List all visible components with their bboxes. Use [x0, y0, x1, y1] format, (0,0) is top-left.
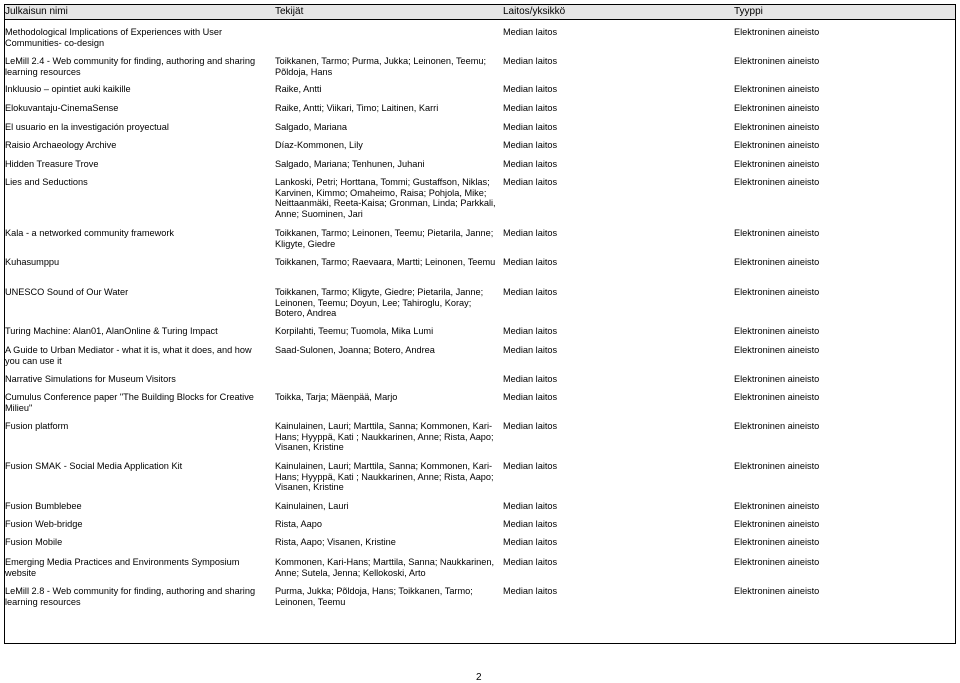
row-title: A Guide to Urban Mediator - what it is, what it does, and how you can use it: [5, 345, 252, 366]
row-type: Elektroninen aineisto: [734, 326, 820, 336]
table-header: [5, 5, 955, 20]
row-title: Turing Machine: Alan01, AlanOnline & Turing Impact: [5, 326, 218, 336]
row-title: Kala - a networked community framework: [5, 228, 175, 238]
row-unit: Median laitos: [503, 140, 558, 150]
row-type: Elektroninen aineisto: [734, 392, 820, 402]
row-authors: Kainulainen, Lauri: [275, 501, 349, 511]
row-title: Fusion platform: [5, 421, 69, 431]
row-title: LeMill 2.4 - Web community for finding, authoring and sharing learning resources: [5, 56, 256, 77]
row-authors: Rista, Aapo; Visanen, Kristine: [275, 537, 396, 547]
row-authors: Toikkanen, Tarmo; Leinonen, Teemu; Pietarila, Janne; Kligyte, Giedre: [275, 228, 494, 249]
header-authors: Tekijät: [275, 6, 304, 17]
row-type: Elektroninen aineisto: [734, 374, 820, 384]
row-title: Fusion Bumblebee: [5, 501, 82, 511]
row-title: Raisio Archaeology Archive: [5, 140, 117, 150]
row-authors: Kainulainen, Lauri; Marttila, Sanna; Kommonen, Kari-Hans; Hyyppä, Kati ; Naukkarinen, Anne; Rista, Aapo; Visanen, Kristine: [275, 461, 494, 493]
row-authors: Raike, Antti; Viikari, Timo; Laitinen, Karri: [275, 103, 439, 113]
row-type: Elektroninen aineisto: [734, 519, 820, 529]
row-type: Elektroninen aineisto: [734, 557, 820, 567]
row-type: Elektroninen aineisto: [734, 345, 820, 355]
row-authors: Kommonen, Kari-Hans; Marttila, Sanna; Naukkarinen, Anne; Sutela, Jenna; Kellokoski, Arto: [275, 557, 495, 578]
row-unit: Median laitos: [503, 461, 558, 471]
row-title: Methodological Implications of Experiences with User Communities- co-design: [5, 27, 223, 48]
row-type: Elektroninen aineisto: [734, 122, 820, 132]
row-title: Inkluusio – opintiet auki kaikille: [5, 84, 131, 94]
row-type: Elektroninen aineisto: [734, 501, 820, 511]
row-title: Emerging Media Practices and Environments Symposium website: [5, 557, 240, 578]
row-unit: Median laitos: [503, 421, 558, 431]
row-type: Elektroninen aineisto: [734, 159, 820, 169]
row-authors: Salgado, Mariana; Tenhunen, Juhani: [275, 159, 425, 169]
row-type: Elektroninen aineisto: [734, 177, 820, 187]
row-unit: Median laitos: [503, 345, 558, 355]
row-type: Elektroninen aineisto: [734, 537, 820, 547]
row-type: Elektroninen aineisto: [734, 103, 820, 113]
row-authors: Korpilahti, Teemu; Tuomola, Mika Lumi: [275, 326, 434, 336]
page-number: 2: [476, 672, 482, 683]
row-type: Elektroninen aineisto: [734, 140, 820, 150]
row-unit: Median laitos: [503, 84, 558, 94]
row-authors: Rista, Aapo: [275, 519, 322, 529]
row-title: Cumulus Conference paper "The Building Blocks for Creative Milieu": [5, 392, 254, 413]
row-unit: Median laitos: [503, 392, 558, 402]
publications-table: [4, 4, 956, 644]
row-type: Elektroninen aineisto: [734, 287, 820, 297]
row-type: Elektroninen aineisto: [734, 586, 820, 596]
row-title: Fusion Web-bridge: [5, 519, 83, 529]
row-title: Elokuvantaju-CinemaSense: [5, 103, 119, 113]
row-unit: Median laitos: [503, 519, 558, 529]
row-authors: Raike, Antti: [275, 84, 322, 94]
row-authors: Toikkanen, Tarmo; Purma, Jukka; Leinonen, Teemu; Põldoja, Hans: [275, 56, 487, 77]
row-type: Elektroninen aineisto: [734, 257, 820, 267]
row-unit: Median laitos: [503, 159, 558, 169]
row-type: Elektroninen aineisto: [734, 228, 820, 238]
row-unit: Median laitos: [503, 557, 558, 567]
row-title: Narrative Simulations for Museum Visitors: [5, 374, 176, 384]
row-type: Elektroninen aineisto: [734, 27, 820, 37]
row-authors: Toikka, Tarja; Mäenpää, Marjo: [275, 392, 398, 402]
row-unit: Median laitos: [503, 177, 558, 187]
row-type: Elektroninen aineisto: [734, 421, 820, 431]
row-unit: Median laitos: [503, 537, 558, 547]
row-title: El usuario en la investigación proyectual: [5, 122, 169, 132]
row-authors: Toikkanen, Tarmo; Raevaara, Martti; Leinonen, Teemu: [275, 257, 496, 267]
row-unit: Median laitos: [503, 374, 558, 384]
row-unit: Median laitos: [503, 56, 558, 66]
header-unit: Laitos/yksikkö: [503, 6, 566, 17]
row-authors: Saad-Sulonen, Joanna; Botero, Andrea: [275, 345, 435, 355]
row-authors: Lankoski, Petri; Horttana, Tommi; Gustaffson, Niklas; Karvinen, Kimmo; Omaheimo, Raisa; Pohjola, Mike; Neittaanmäki, Reeta-Kaisa; Gronman, Linda; Parkkali, Anne; Suominen, Jari: [275, 177, 496, 219]
row-unit: Median laitos: [503, 326, 558, 336]
header-title: Julkaisun nimi: [5, 6, 68, 17]
row-authors: Díaz-Kommonen, Lily: [275, 140, 363, 150]
row-type: Elektroninen aineisto: [734, 461, 820, 471]
row-authors: Salgado, Mariana: [275, 122, 348, 132]
row-unit: Median laitos: [503, 122, 558, 132]
row-unit: Median laitos: [503, 501, 558, 511]
row-unit: Median laitos: [503, 586, 558, 596]
row-unit: Median laitos: [503, 103, 558, 113]
row-authors: Purma, Jukka; Põldoja, Hans; Toikkanen, Tarmo; Leinonen, Teemu: [275, 586, 473, 607]
row-unit: Median laitos: [503, 257, 558, 267]
row-title: Lies and Seductions: [5, 177, 88, 187]
row-title: LeMill 2.8 - Web community for finding, authoring and sharing learning resources: [5, 586, 256, 607]
row-unit: Median laitos: [503, 228, 558, 238]
row-title: Fusion SMAK - Social Media Application Kit: [5, 461, 183, 471]
row-type: Elektroninen aineisto: [734, 84, 820, 94]
row-unit: Median laitos: [503, 287, 558, 297]
row-unit: Median laitos: [503, 27, 558, 37]
row-title: Kuhasumppu: [5, 257, 60, 267]
header-type: Tyyppi: [734, 6, 763, 17]
row-title: Fusion Mobile: [5, 537, 63, 547]
row-authors: Kainulainen, Lauri; Marttila, Sanna; Kommonen, Kari-Hans; Hyyppä, Kati ; Naukkarinen, Anne; Rista, Aapo; Visanen, Kristine: [275, 421, 494, 453]
row-title: UNESCO Sound of Our Water: [5, 287, 129, 297]
row-authors: Toikkanen, Tarmo; Kligyte, Giedre; Pietarila, Janne; Leinonen, Teemu; Doyun, Lee; Tahiroglu, Koray; Botero, Andrea: [275, 287, 484, 319]
row-title: Hidden Treasure Trove: [5, 159, 99, 169]
row-type: Elektroninen aineisto: [734, 56, 820, 66]
